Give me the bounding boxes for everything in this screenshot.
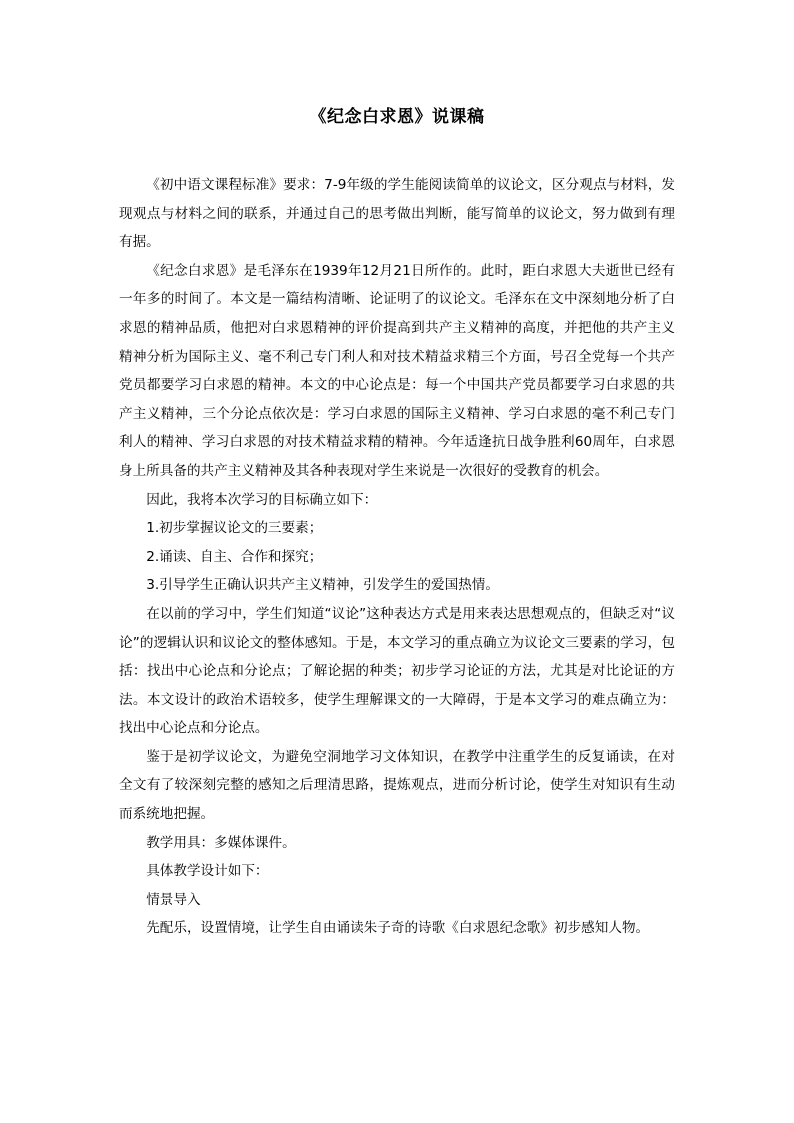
paragraph-goals-intro: 因此，我将本次学习的目标确立如下： — [146, 491, 378, 508]
paragraph-goal-1: 1.初步掌握议论文的三要素； — [146, 520, 323, 537]
paragraph-section-heading: 情景导入 — [146, 891, 201, 908]
document-body — [119, 171, 675, 943]
paragraph-goal-2: 2.诵读、自主、合作和探究； — [146, 548, 323, 565]
paragraph-scene-intro: 先配乐，设置情境，让学生自由诵读朱子奇的诗歌《白求恩纪念歌》初步感知人物。 — [146, 920, 650, 937]
paragraph-teaching-method: 鉴于是初学议论文，为避免空洞地学习文体知识，在教学中注重学生的反复诵读，在对全文有了较深刻完整的感知之后理清思路，提炼观点，进而分析讨论，使学生对知识有生动而系统地把握。 — [119, 748, 675, 823]
paragraph-text-background: 《纪念白求恩》是毛泽东在1939年12月21日所作的。此时，距白求恩大夫逝世已经有一年多的时间了。本文是一篇结构清晰、论证明了的议论文。毛泽东在文中深刻地分析了白求恩的精神品质，他把对白求恩精神的评价提高到共产主义精神的高度，并把他的共产主义精神分析为国际主义、毫不利己专门利人和对技术精益求精三个方面，号召全党每一个共产党员都要学习白求恩的精神。本文的中心论点是：每一个中国共产党员都要学习白求恩的共产主义精神，三个分论点依次是：学习白求恩的国际主义精神、学习白求恩的毫不利己专门利人的精神、学习白求恩的对技术精益求精的精神。今年适逢抗日战争胜利60周年，白求恩身上所具备的共产主义精神及其各种表现对学生来说是一次很好的受教育的机会。 — [119, 262, 675, 479]
paragraph-curriculum-standard: 《初中语文课程标准》要求：7-9年级的学生能阅读简单的议论文，区分观点与材料，发现观点与材料之间的联系，并通过自己的思考做出判断，能写简单的议论文，努力做到有理有据。 — [119, 177, 675, 251]
paragraph-key-and-difficult-points: 在以前的学习中，学生们知道“议论”这种表达方式是用来表达思想观点的，但缺乏对“议论”的逻辑认识和议论文的整体感知。于是，本文学习的重点确立为议论文三要素的学习，包括：找出中心论点和分论点；了解论据的种类；初步学习论证的方法，尤其是对比论证的方法。本文设计的政治术语较多，使学生理解课文的一大障碍，于是本文学习的难点确立为：找出中心论点和分论点。 — [119, 605, 675, 737]
document-title: 《纪念白求恩》说课稿 — [309, 107, 485, 127]
paragraph-design-intro: 具体教学设计如下： — [146, 863, 269, 880]
paragraph-teaching-tools: 教学用具：多媒体课件。 — [146, 834, 296, 851]
paragraph-goal-3: 3.引导学生正确认识共产主义精神，引发学生的爱国热情。 — [146, 577, 499, 594]
